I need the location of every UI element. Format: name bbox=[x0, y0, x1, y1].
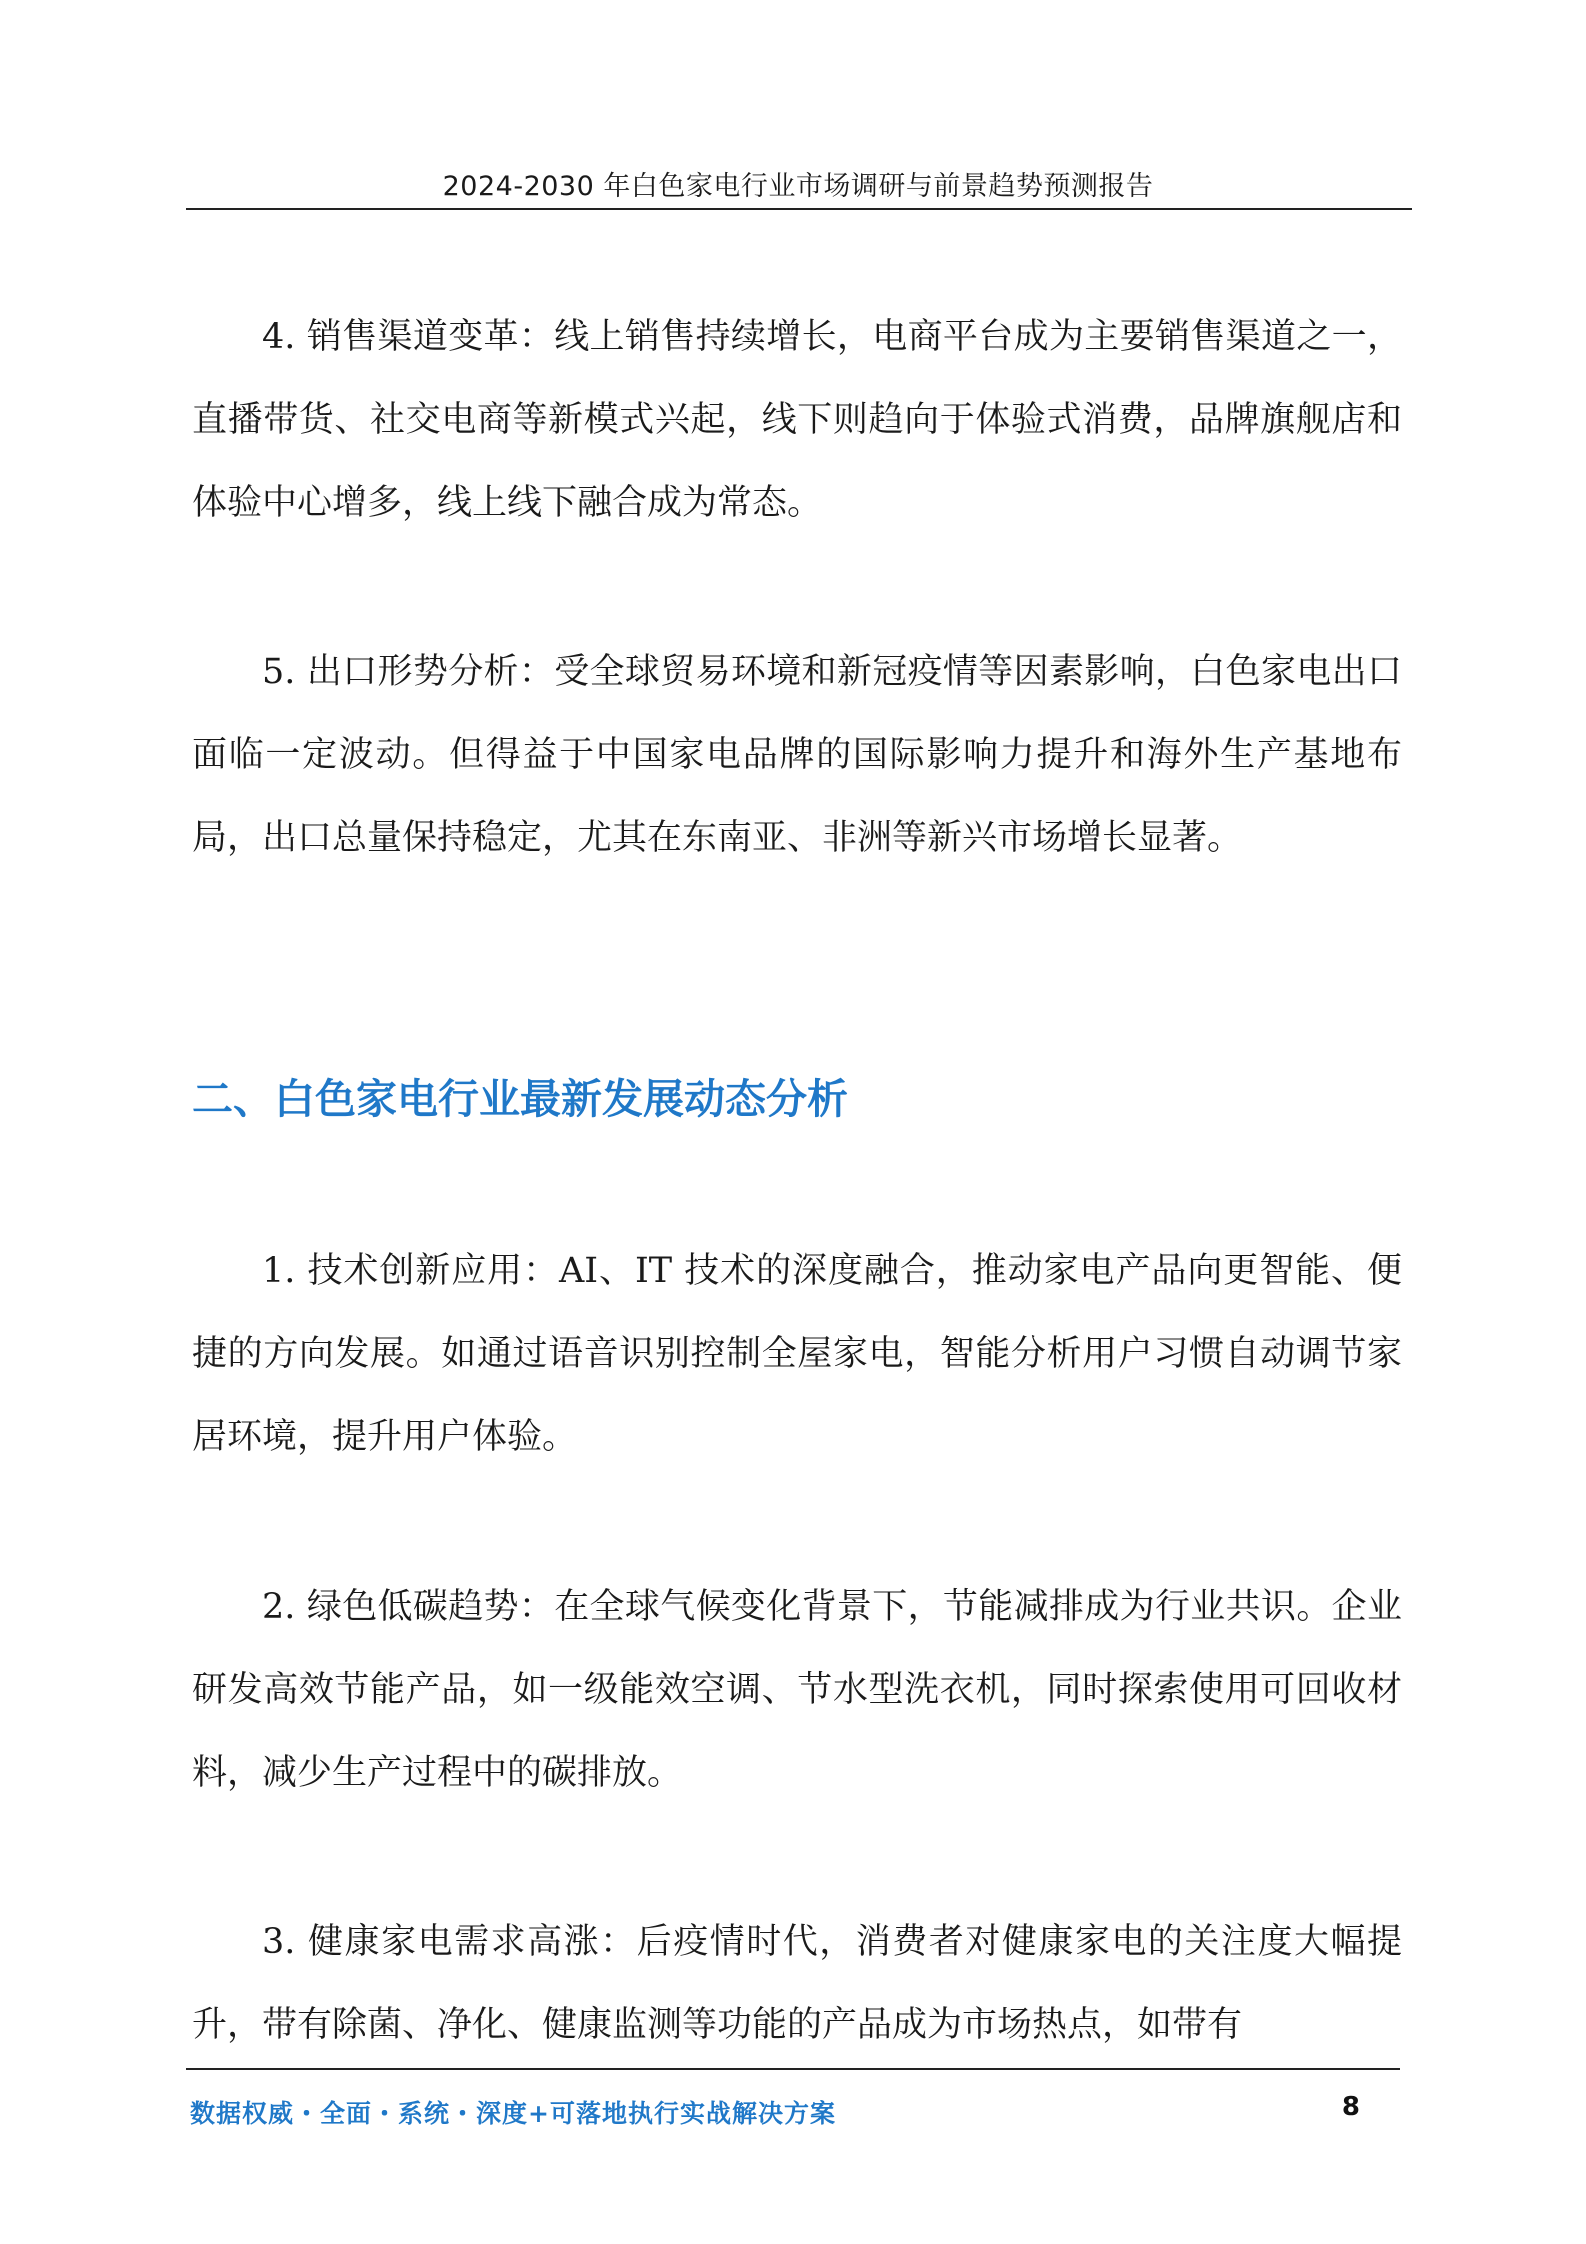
paragraph-sales-channel: 4. 销售渠道变革：线上销售持续增长，电商平台成为主要销售渠道之一，直播带货、社交电商等新模式兴起，线下则趋向于体验式消费，品牌旗舰店和体验中心增多，线上线下融合成为常态。 bbox=[192, 317, 1402, 523]
paragraph-tech-innovation: 1. 技术创新应用：AI、IT 技术的深度融合，推动家电产品向更智能、便捷的方向发展。如通过语音识别控制全屋家电，智能分析用户习惯自动调节家居环境，提升用户体验。 bbox=[192, 1251, 1402, 1457]
paragraph-export-analysis: 5. 出口形势分析：受全球贸易环境和新冠疫情等因素影响，白色家电出口面临一定波动。但得益于中国家电品牌的国际影响力提升和海外生产基地布局，出口总量保持稳定，尤其在东南亚、非洲等新兴市场增长显著。 bbox=[192, 652, 1402, 858]
header-divider bbox=[186, 208, 1412, 210]
page-number: 8 bbox=[1341, 2092, 1360, 2122]
paragraph-green-low-carbon: 2. 绿色低碳趋势：在全球气候变化背景下，节能减排成为行业共识。企业研发高效节能产品，如一级能效空调、节水型洗衣机，同时探索使用可回收材料，减少生产过程中的碳排放。 bbox=[192, 1587, 1402, 1793]
paragraph-health-appliances: 3. 健康家电需求高涨：后疫情时代，消费者对健康家电的关注度大幅提升，带有除菌、净化、健康监测等功能的产品成为市场热点，如带有 bbox=[192, 1922, 1402, 2045]
report-header-title: 2024-2030 年白色家电行业市场调研与前景趋势预测报告 bbox=[442, 171, 1154, 202]
footer-slogan: 数据权威・全面・系统・深度+可落地执行实战解决方案 bbox=[190, 2099, 836, 2128]
footer-divider bbox=[186, 2068, 1400, 2070]
section-heading-latest-developments: 二、白色家电行业最新发展动态分析 bbox=[192, 1075, 848, 1123]
